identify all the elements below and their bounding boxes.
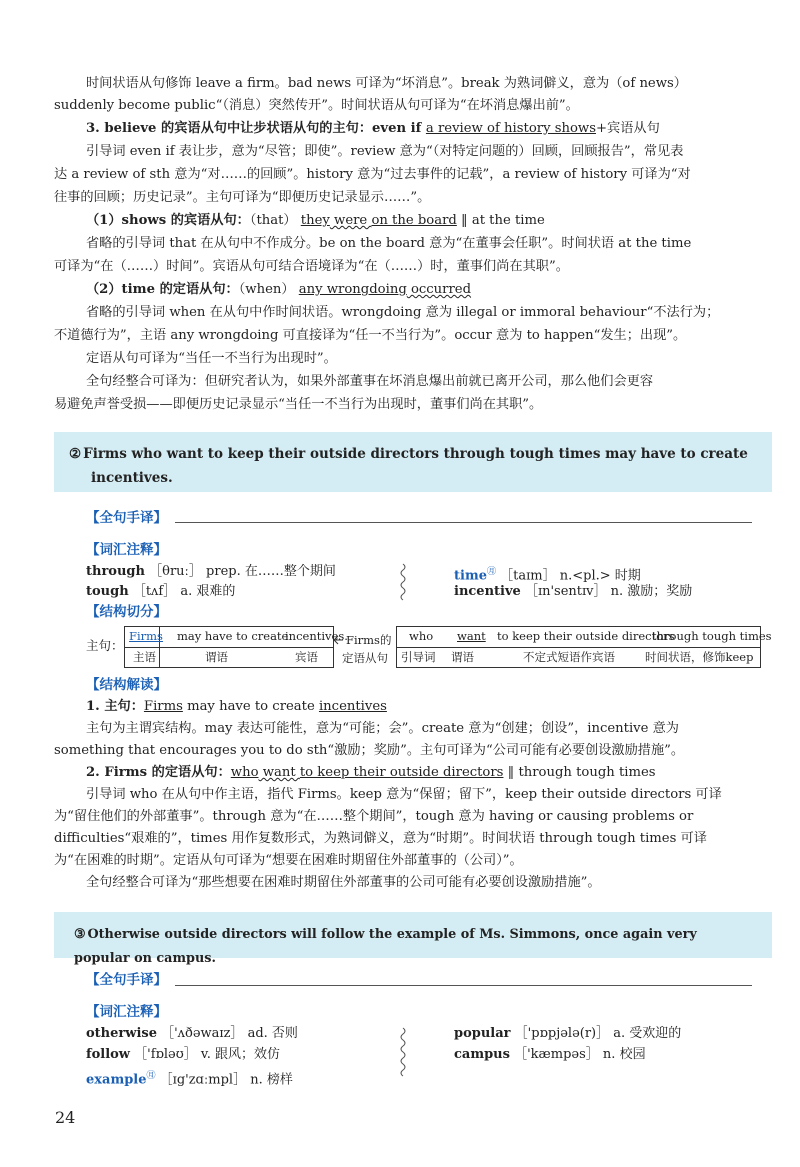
phrase-verb: shows (550, 121, 596, 136)
translation-answer-line[interactable] (175, 985, 752, 986)
vocab-item-time: time㊊ ［taɪm］ n.<pl.> 时期 (454, 567, 641, 584)
familiar-word-mark-icon: ㊊ (146, 1071, 156, 1081)
vocab-item-example: example㊊ ［ɪg'zɑːmpl］ n. 榜样 (86, 1071, 293, 1088)
phrase-object: +宾语从句 (595, 121, 660, 136)
sentence-number: ③ (74, 927, 86, 942)
section-translate-label: 【全句手译】 (86, 972, 167, 988)
spiral-divider-icon (398, 562, 408, 606)
vocab-item-through: through ［θruː］ prep. 在……整个期间 (86, 564, 336, 579)
sentence-line-1: Otherwise outside directors will follow the example of Ms. Simmons, once again very popular on campus. (74, 927, 697, 966)
text-line: 引导词 who 在从句中作主语，指代 Firms。keep 意为“保留；留下”，keep their outside directors 可译 (86, 787, 722, 802)
diagram-arrow-label: Firms的 (346, 633, 392, 647)
page-number: 24 (55, 1108, 76, 1127)
diagram-word: may have to create (177, 629, 289, 643)
text-line: suddenly become public“（消息）突然传开”。时间状语从句可译为“在坏消息爆出前”。 (54, 98, 579, 113)
section-split-label: 【结构切分】 (86, 604, 167, 620)
section-analysis-label: 【结构解读】 (86, 677, 167, 693)
relative-clause-box (396, 626, 772, 668)
text-line: 全句经整合可译为：但研究者认为，如果外部董事在坏消息爆出前就已离开公司，那么他们会更容 (86, 374, 654, 389)
vocab-item-incentive: incentive ［ɪn'sentɪv］ n. 激励；奖励 (454, 584, 693, 599)
text-line: 为“留住他们的外部董事”。through 意为“在……整个期间”，tough 意为 having or causing problems or (54, 809, 694, 824)
heading-3 (86, 119, 752, 139)
sentence-number: ② (69, 446, 82, 462)
conj: （that） (249, 213, 301, 228)
vocab-item-follow: follow ［'fɒləʊ］ v. 跟风；效仿 (86, 1047, 280, 1062)
text-line: 引导词 even if 表让步，意为“尽管；即使”。review 意为“（对特定问题的）回顾，回顾报告”，常见表 (86, 144, 684, 159)
diagram-word: who (409, 629, 434, 643)
text-line: 易避免声誉受损——即便历史记录显示“当任一不当行为出现时，董事们尚在其职”。 (54, 397, 543, 412)
vocab-item-otherwise: otherwise ［'ʌðəwaɪz］ ad. 否则 (86, 1026, 298, 1041)
familiar-word-mark-icon: ㊊ (486, 567, 496, 577)
subheading-2 (86, 280, 752, 300)
diagram-word: Firms (129, 629, 163, 643)
text-line: 时间状语从句修饰 leave a firm。bad news 可译为“坏消息”。break 为熟词僻义，意为（of news） (86, 76, 687, 91)
sentence-3 (74, 923, 734, 971)
divider-mark: ‖ (461, 213, 468, 228)
text-line: 全句经整合可译为“那些想要在困难时期留住外部董事的公司可能有必要创设激励措施”。 (86, 875, 601, 890)
vocab-item-campus: campus ［'kæmpəs］ n. 校园 (454, 1047, 646, 1062)
text-line: 不道德行为”，主语 any wrongdoing 可直接译为“任一不当行为”。occur 意为 to happen“发生；出现”。 (54, 328, 687, 343)
text-line: 定语从句可译为“当任一不当行为出现时”。 (86, 351, 337, 366)
sentence-band-3 (54, 912, 772, 966)
subheading-2-lead: （2）time 的定语从句： (86, 282, 239, 297)
subheading-1-lead: （1）shows 的宾语从句： (86, 213, 250, 228)
subj: they (300, 213, 330, 228)
compl: on the board (371, 213, 457, 228)
diagram-word: to keep their outside directors (497, 629, 675, 643)
verb: occurred (406, 282, 472, 297)
verb: were (329, 213, 372, 228)
structure-diagram (86, 626, 772, 670)
text-line: 往事的回顾；历史记录”。主句可译为“即便历史记录显示……”。 (54, 190, 431, 205)
sentence-2 (69, 442, 751, 490)
sentence-line-1: Firms who want to keep their outside directors through tough times may have to create (83, 446, 748, 462)
text-line: 主句为主谓宾结构。may 表达可能性，意为“可能；会”。create 意为“创建；创设”，incentive 意为 (86, 721, 679, 736)
diagram-arrow-sub: 定语从句 (342, 651, 388, 665)
section-vocab-label: 【词汇注释】 (86, 1004, 167, 1020)
adverbial: at the time (467, 213, 545, 228)
diagram-word: through tough times (652, 629, 772, 643)
section-vocab-label: 【词汇注释】 (86, 542, 167, 558)
diagram-main-label: 主句： (86, 638, 124, 653)
diagram-tag: 不定式短语作宾语 (523, 650, 615, 664)
phrase-subject: a review of history (425, 121, 551, 136)
left-arrow-icon (332, 634, 344, 646)
vocab-item-popular: popular ［'pɒpjələ(r)］ a. 受欢迎的 (454, 1026, 682, 1041)
translation-answer-line[interactable] (175, 522, 752, 523)
diagram-tag: 谓语 (205, 650, 228, 664)
main-clause-box (124, 626, 348, 668)
section-translate-label: 【全句手译】 (86, 510, 167, 526)
diagram-word: incentives. (285, 629, 348, 643)
sentence-line-2: incentives. (91, 470, 173, 486)
diagram-word: want (457, 629, 486, 643)
text-line: 省略的引导词 when 在从句中作时间状语。wrongdoing 意为 illegal or immoral behaviour“不法行为； (86, 305, 720, 320)
text-line: difficulties“艰难的”，times 用作复数形式，为熟词僻义，意为“时期”。时间状语 through tough times 可译 (54, 831, 707, 846)
vocab-item-tough: tough ［tʌf］ a. 艰难的 (86, 584, 236, 599)
analysis-heading-2: 2. Firms 的定语从句：who want to keep their outside directors ‖ through tough times (86, 765, 656, 780)
heading-3-lead: 3. believe 的宾语从句中让步状语从句的主句：even if (86, 121, 426, 136)
diagram-tag: 谓语 (451, 650, 474, 664)
diagram-tag: 主语 (133, 650, 156, 664)
conj: （when） (238, 282, 299, 297)
subheading-1 (86, 211, 752, 231)
sentence-band-2 (54, 432, 772, 492)
text-line: 省略的引导词 that 在从句中不作成分。be on the board 意为“在董事会任职”。时间状语 at the time (86, 236, 692, 251)
text-line: something that encourages you to do sth“激励；奖励”。主句可译为“公司可能有必要创设激励措施”。 (54, 743, 685, 758)
subj: any wrongdoing (298, 282, 407, 297)
diagram-tag: 时间状语，修饰keep (645, 650, 754, 664)
text-line: 达 a review of sth 意为“对……的回顾”。history 意为“过去事件的记载”，a review of history 可译为“对 (54, 167, 691, 182)
analysis-heading-1: 1. 主句：Firms may have to create incentives (86, 699, 387, 714)
spiral-divider-icon (398, 1026, 408, 1086)
text-line: 可译为“在（……）时间”。宾语从句可结合语境译为“在（……）时，董事们尚在其职”。 (54, 259, 569, 274)
text-line: 为“在困难的时期”。定语从句可译为“想要在困难时期留住外部董事的（公司）”。 (54, 853, 523, 868)
diagram-tag: 引导词 (401, 650, 436, 664)
diagram-tag: 宾语 (295, 650, 318, 664)
